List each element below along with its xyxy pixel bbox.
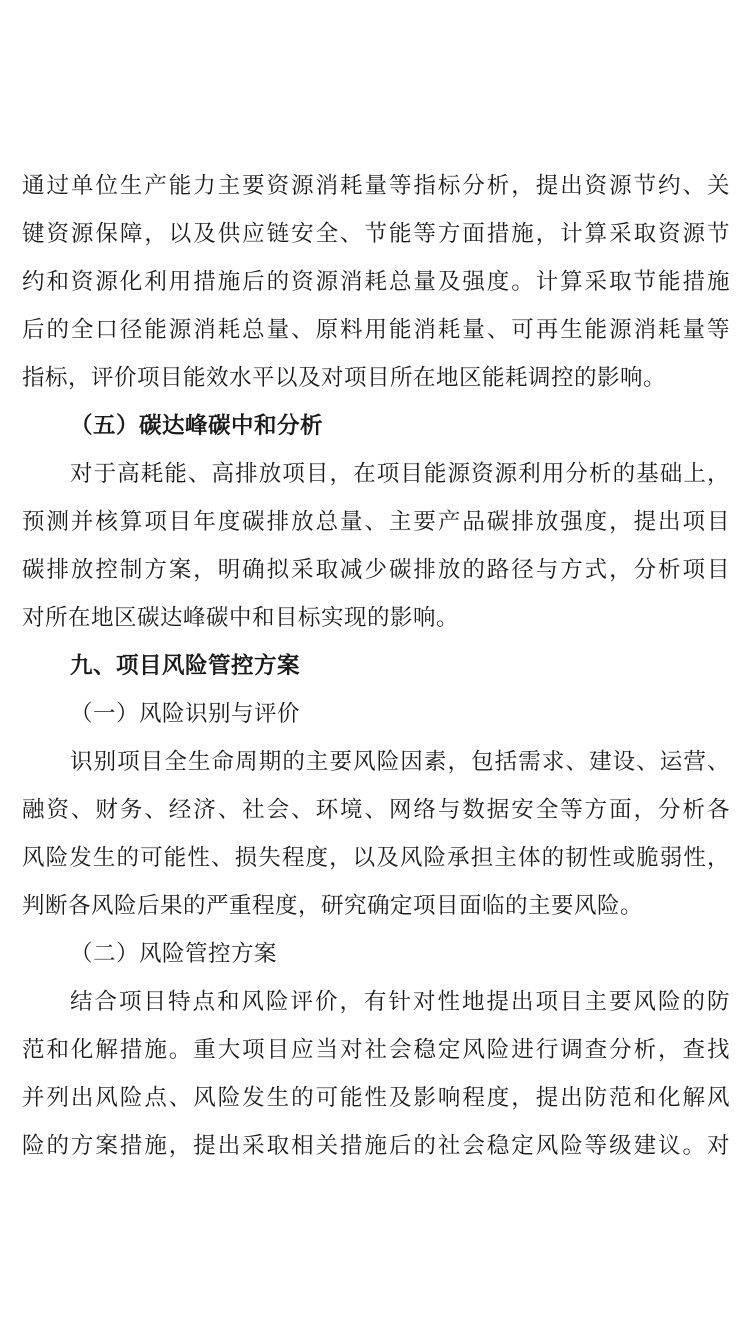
text-line: 结合项目特点和风险评价，有针对性地提出项目主要风险的防 (70, 989, 730, 1015)
text-line: 后的全口径能源消耗总量、原料用能消耗量、可再生能源消耗量等 (22, 317, 730, 343)
text-line: 险的方案措施，提出采取相关措施后的社会稳定风险等级建议。对 (22, 1133, 730, 1159)
paragraph-carbon-analysis (22, 450, 730, 642)
section-heading-risk-identification: （一）风险识别与评价 (70, 701, 301, 727)
section-heading-carbon-peak: （五）碳达峰碳中和分析 (70, 413, 324, 439)
text-line: 对所在地区碳达峰碳中和目标实现的影响。 (22, 605, 460, 631)
text-line: 风险发生的可能性、损失程度，以及风险承担主体的韧性或脆弱性， (22, 845, 730, 871)
text-line: 预测并核算项目年度碳排放总量、主要产品碳排放强度，提出项目 (22, 509, 730, 535)
text-line: 碳排放控制方案，明确拟采取减少碳排放的路径与方式，分析项目 (22, 557, 730, 583)
text-line: 融资、财务、经济、社会、环境、网络与数据安全等方面，分析各 (22, 797, 730, 823)
text-line: 判断各风险后果的严重程度，研究确定项目面临的主要风险。 (22, 893, 644, 919)
text-line: 指标，评价项目能效水平以及对项目所在地区能耗调控的影响。 (22, 365, 667, 391)
text-line: 识别项目全生命周期的主要风险因素，包括需求、建设、运营、 (70, 749, 730, 775)
chapter-heading-risk-control: 九、项目风险管控方案 (70, 653, 301, 679)
text-line: 范和化解措施。重大项目应当对社会稳定风险进行调查分析，查找 (22, 1037, 730, 1063)
paragraph-risk-plan (22, 978, 730, 1170)
text-line: 键资源保障，以及供应链安全、节能等方面措施，计算采取资源节 (22, 221, 730, 247)
text-line: 通过单位生产能力主要资源消耗量等指标分析，提出资源节约、关 (22, 173, 730, 199)
section-heading-risk-plan: （二）风险管控方案 (70, 941, 278, 967)
paragraph-risk-identification (22, 738, 730, 930)
text-line: 并列出风险点、风险发生的可能性及影响程度，提出防范和化解风 (22, 1085, 730, 1111)
document-page (22, 162, 730, 1170)
paragraph-resource-analysis (22, 162, 730, 402)
text-line: 对于高耗能、高排放项目，在项目能源资源利用分析的基础上， (70, 461, 730, 487)
text-line: 约和资源化利用措施后的资源消耗总量及强度。计算采取节能措施 (22, 269, 730, 295)
